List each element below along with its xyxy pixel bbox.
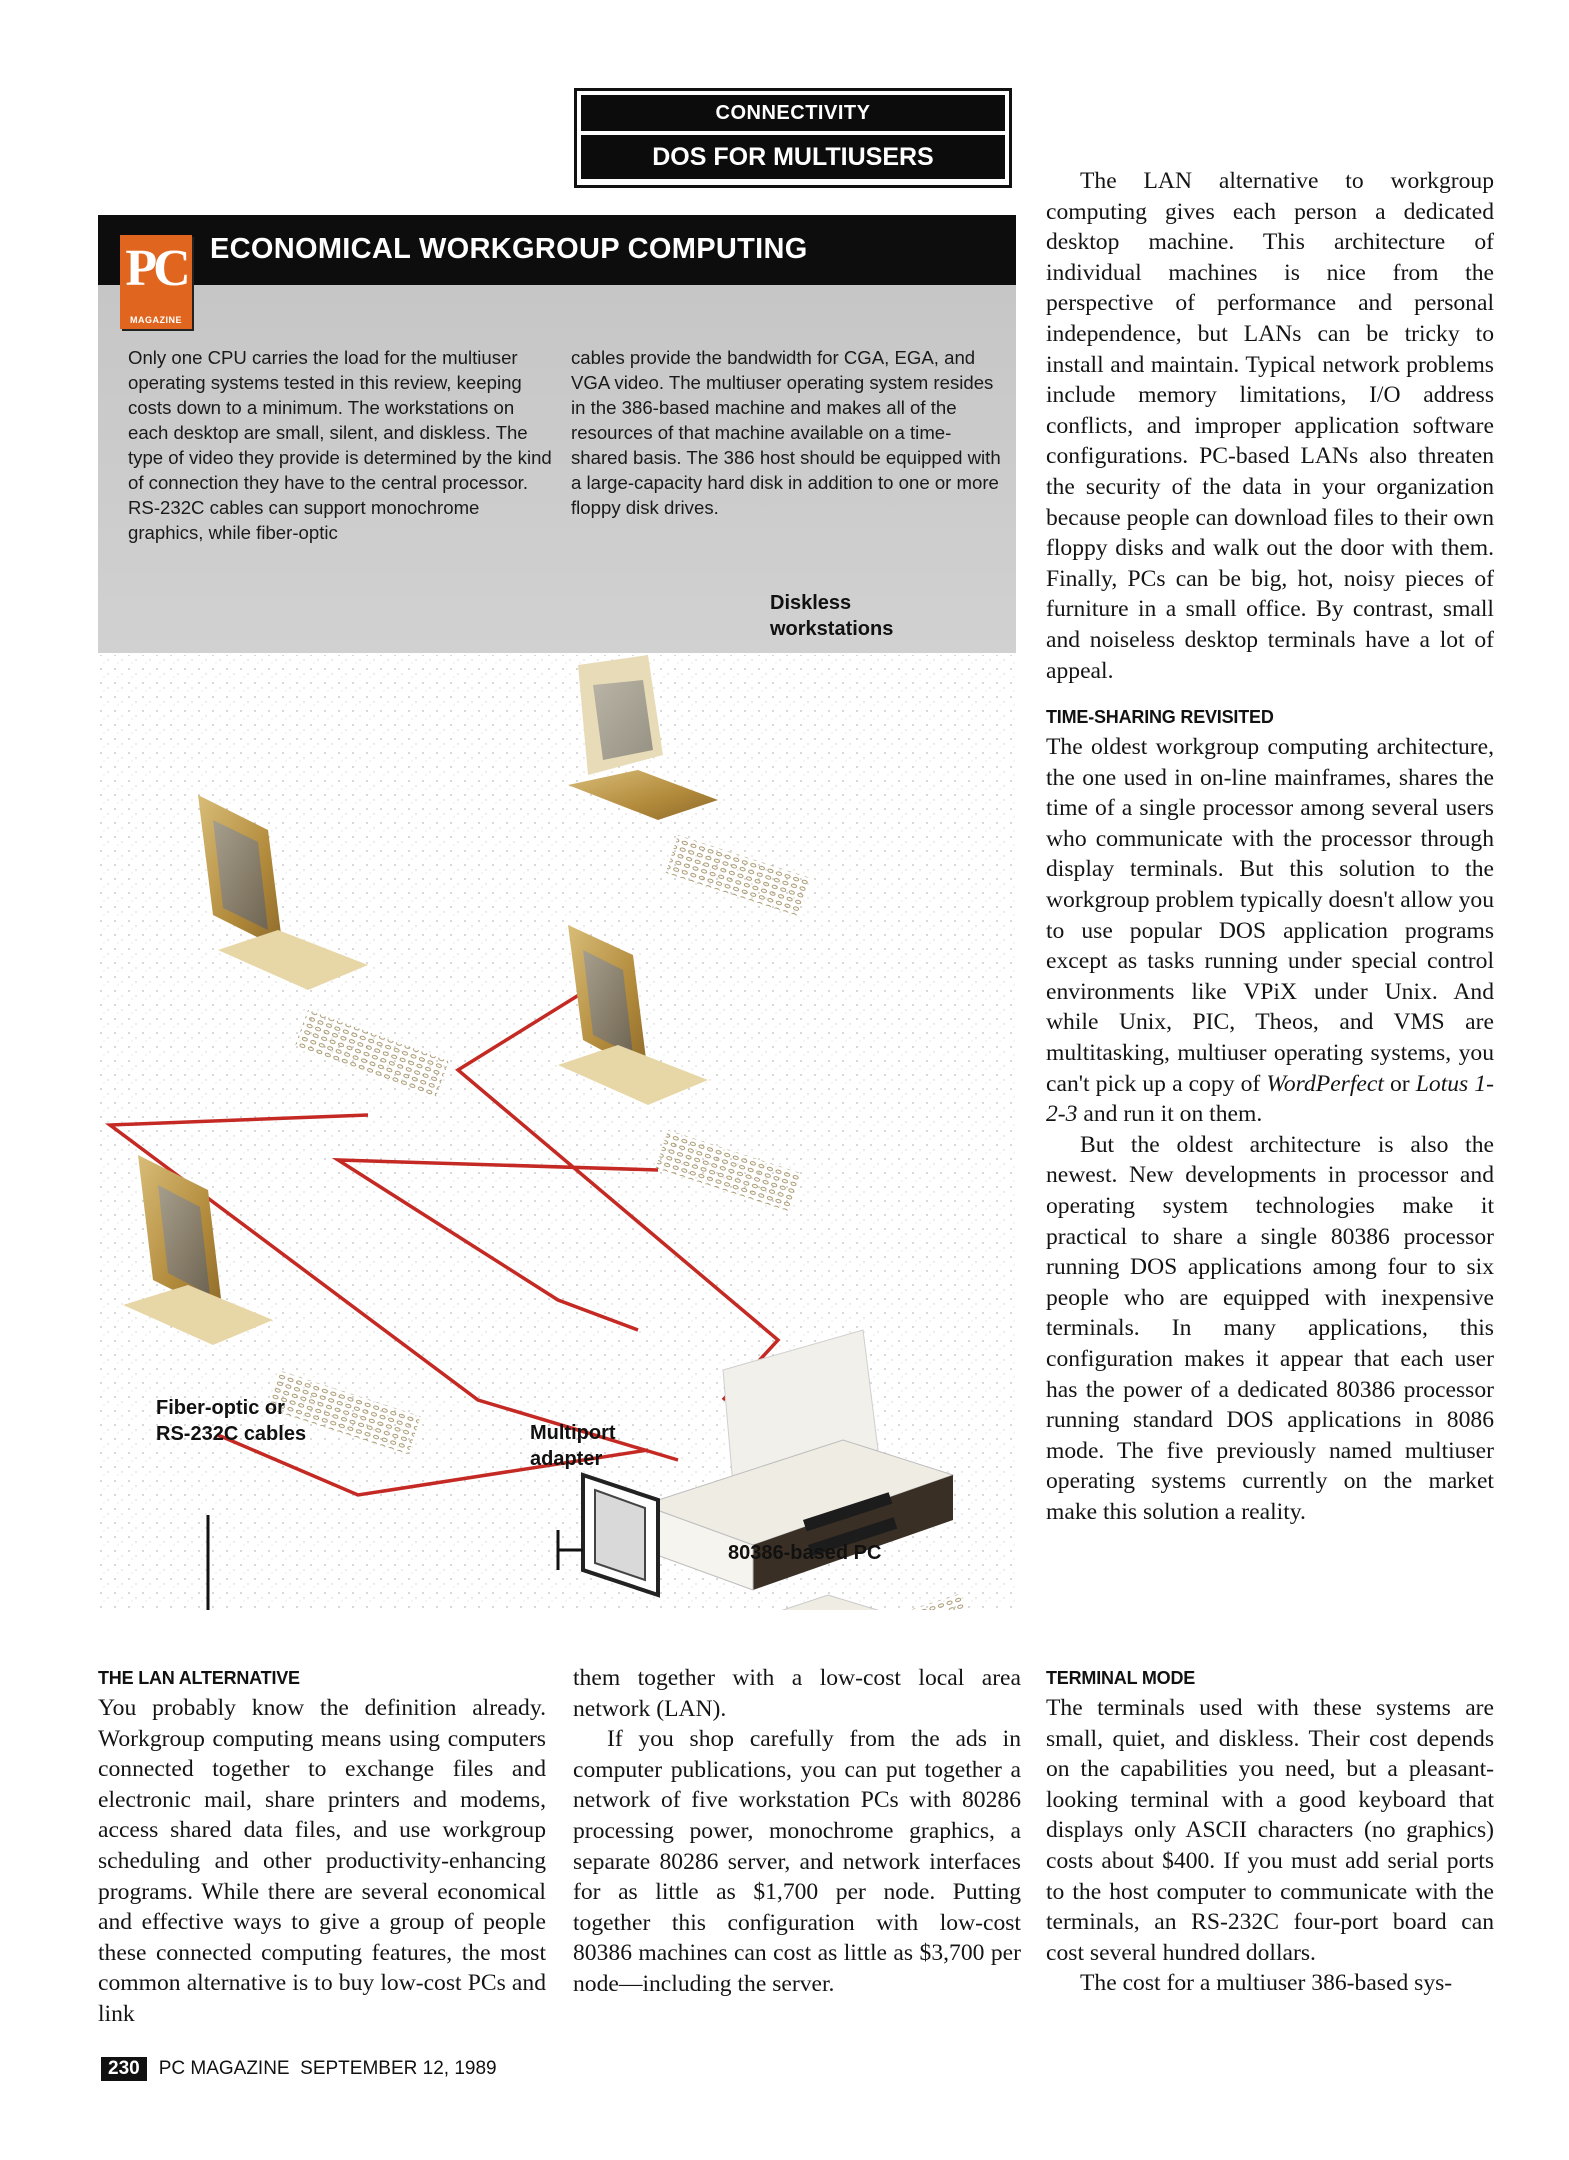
sidebar-feature [98, 215, 1016, 1610]
section-header [574, 88, 1012, 188]
title-lotus: Lotus 1-2-3 [1046, 1070, 1494, 1128]
paragraph: But the oldest architecture is also the newest. New developments in processor and operating system technologies make it practical to share a single 80386 processor running DOS applications among four to six people who are equipped with inexpensive terminals. In many applications, this configuration makes it appear that each user has the power of a dedicated 80386 processor running standard DOS applications in 8086 mode. The five previously named multiuser operating systems currently on the market make this solution a reality. [1046, 1131, 1494, 1525]
sidebar-header-bar [98, 215, 1016, 285]
paragraph: If you shop carefully from the ads in computer publications, you can put together a network of five workstation PCs with 80286 processing power, monochrome graphics, a separate 80286 server, and network interfaces for as little as $1,700 per node. Putting together this configuration with low-cost 80386 machines can cost as little as $3,700 per node—including the server. [573, 1726, 1021, 1997]
sidebar-text-column-2: cables provide the bandwidth for CGA, EGA, and VGA video. The multiuser operating system resides in the 386-based machine and makes all of the resources of that machine available on a time-shared basis. The 386 host should be equipped with a large-capacity hard disk in addition to one or more floppy disk drives. [571, 347, 1001, 518]
publication-line: PC MAGAZINE SEPTEMBER 12, 1989 [158, 2058, 497, 2079]
paragraph: The cost for a multiuser 386-based sys- [1080, 1970, 1453, 1997]
subhead-terminal-mode: TERMINAL MODE [1046, 1668, 1196, 1688]
page-footer [101, 2057, 497, 2081]
label-line: Fiber-optic or [156, 1397, 285, 1419]
paragraph: The terminals used with these systems are small, quiet, and diskless. Their cost depends on the capabilities you need, but a pleasant-looking terminal with a good keyboard that displays only ASCII characters (no graphics) costs about $400. If you must add serial ports to the host computer to communicate with the terminals, an RS-232C four-port board can cost several hundred dollars. [1046, 1695, 1494, 1966]
paragraph [1046, 732, 1494, 1130]
title-wordperfect: WordPerfect [1266, 1070, 1384, 1097]
paragraph: You probably know the definition already. Workgroup computing means using computers connected together to exchange files and electronic mail, share printers and modems, access shared data files, and use workgroup scheduling and other productivity-enhancing programs. While there are several economical and effective ways to give a group of people these connected computing features, the most common alternative is to buy low-cost PCs and link [98, 1695, 546, 2027]
page-number: 230 [101, 2057, 147, 2081]
label-line: adapter [530, 1448, 603, 1470]
section-title: DOS FOR MULTIUSERS [581, 135, 1005, 179]
label-line: Multiport [530, 1422, 616, 1444]
right-column-bottom [1046, 1663, 1494, 1999]
host-pc-label: 80386-based PC [728, 1542, 882, 1564]
text: and run it on them. [1077, 1101, 1263, 1128]
sidebar-text-column-1: Only one CPU carries the load for the multiuser operating systems tested in this review, keeping costs down to a minimum. The workstations on each desktop are small, silent, and diskless. The type of video they provide is determined by the kind of connection they have to the central processor. RS-232C cables can support monochrome graphics, while fiber-optic [128, 347, 552, 543]
left-column [98, 1663, 546, 2030]
pc-magazine-logo [120, 235, 192, 329]
diskless-workstations-label [770, 590, 893, 642]
cables-label [156, 1395, 306, 1447]
section-kicker: CONNECTIVITY [581, 95, 1005, 131]
logo-subtext: MAGAZINE [130, 315, 182, 325]
label-line: Diskless [770, 592, 852, 614]
middle-column [573, 1663, 1021, 2000]
logo-text: PC [125, 240, 187, 297]
paragraph: The LAN alternative to workgroup computing gives each person a dedicated desktop machine. This architecture of individual machines is nice from the perspective of performance and personal independence, but LANs can be tricky to install and maintain. Typical network problems include memory limitations, I/O address conflicts, and improper application software configurations. PC-based LANs also threaten the security of the data in your organization because people can download files to their own floppy disks and walk out the door with them. Finally, PCs can be big, hot, noisy pieces of furniture in a small office. By contrast, small and noiseless desktop terminals have a lot of appeal. [1046, 168, 1494, 684]
right-column [1046, 166, 1494, 1528]
label-line: workstations [770, 618, 894, 640]
sidebar-title: ECONOMICAL WORKGROUP COMPUTING [210, 233, 808, 265]
subhead-lan-alternative: THE LAN ALTERNATIVE [98, 1668, 300, 1688]
text: or [1383, 1070, 1416, 1097]
text: The oldest workgroup computing architecture, the one used in on-line mainframes, shares the time of a single processor among several users who communicate with the processor through display terminals. But this solution to the workgroup problem typically doesn't allow you to use popular DOS application programs except as tasks running under special control environments like VPiX under Unix. And while Unix, PIC, Theos, and VMS are multitasking, multiuser operating systems, you can't pick up a copy of [1046, 734, 1494, 1097]
subhead-time-sharing: TIME-SHARING REVISITED [1046, 707, 1274, 728]
label-line: RS-232C cables [156, 1423, 307, 1445]
multiport-adapter-label [530, 1420, 616, 1472]
paragraph: them together with a low-cost local area network (LAN). [573, 1665, 1021, 1722]
